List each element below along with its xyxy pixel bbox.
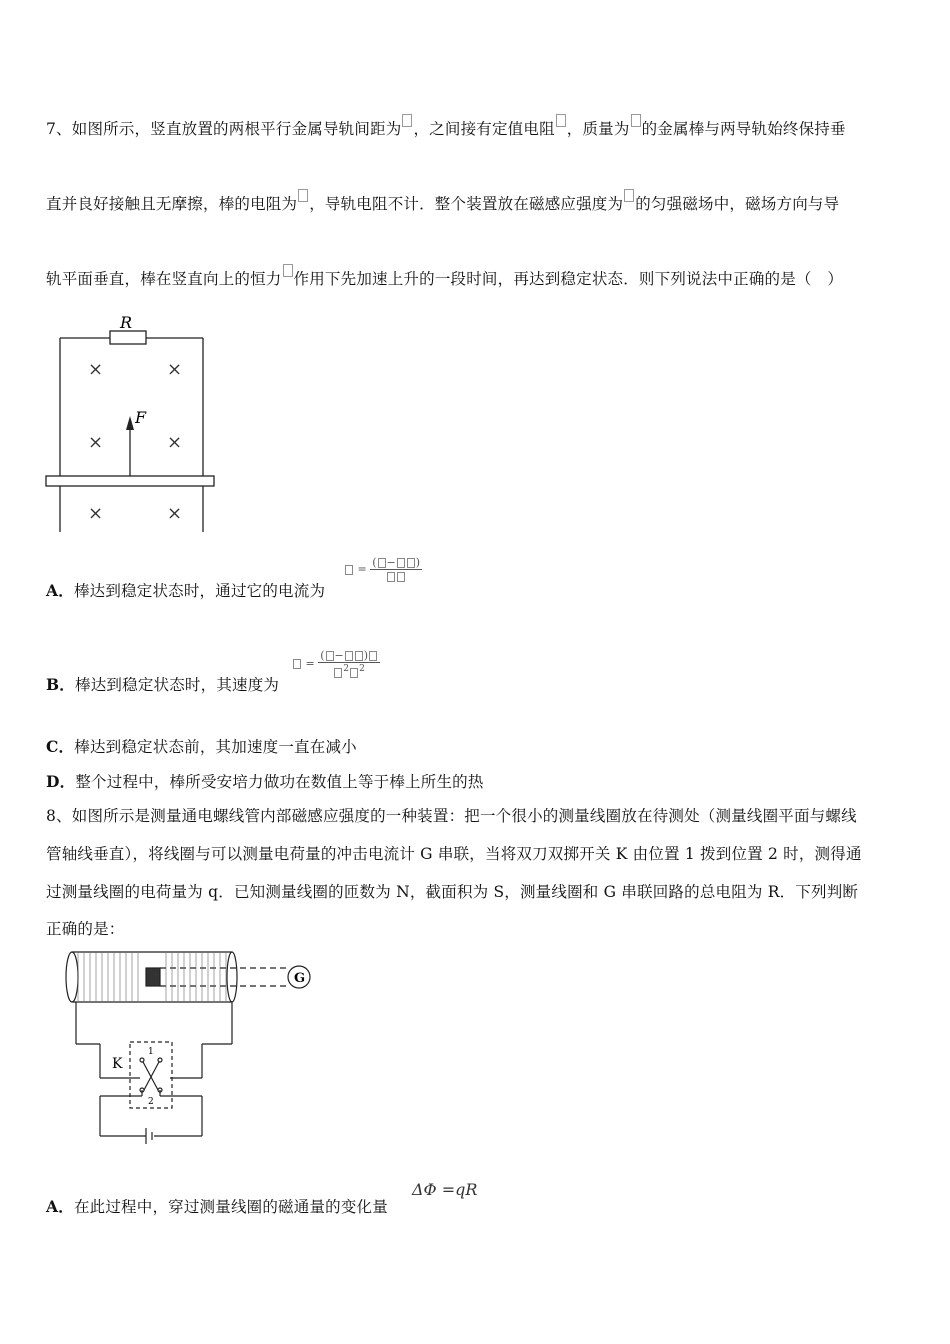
option-letter: A．: [46, 581, 74, 600]
label-2: 2: [148, 1097, 154, 1107]
placeholder-r-icon: [298, 189, 308, 202]
option-letter: C．: [46, 737, 75, 756]
field-cross-icon: ×: [88, 503, 104, 524]
q7-text: ，导轨电阻不计．整个装置放在磁感应强度为: [309, 195, 624, 213]
option-text: 棒达到稳定状态时，其速度为: [75, 676, 280, 694]
label-K: K: [112, 1056, 123, 1072]
option-text: 棒达到稳定状态时，通过它的电流为: [73, 582, 326, 600]
q7-line-2: [46, 189, 839, 214]
equals-sign: =: [305, 656, 315, 670]
resistor-icon: [110, 331, 146, 344]
label-R: R: [120, 313, 133, 332]
measuring-coil: [146, 968, 160, 986]
q8-solenoid-figure: [62, 948, 322, 1146]
option-letter: D．: [46, 772, 76, 791]
q7-text: ，质量为: [566, 120, 630, 138]
option-text: 整个过程中，棒所受安培力做功在数值上等于棒上所生的热: [75, 773, 484, 791]
q8-line-3: 过测量线圈的电荷量为 q．已知测量线圈的匝数为 N，截面积为 S，测量线圈和 G 串联回路的总电阻为 R．下列判断: [46, 883, 859, 901]
q8-line-1: 8、如图所示是测量通电螺线管内部磁感应强度的一种装置：把一个很小的测量线圈放在待测处（测量线圈平面与螺线: [46, 807, 857, 825]
placeholder-R-icon: [556, 114, 566, 127]
option-text: 棒达到稳定状态前，其加速度一直在减小: [74, 738, 357, 756]
q7-formula-b: [292, 649, 380, 679]
q7-text: 的金属棒与两导轨始终保持垂: [641, 120, 846, 138]
q7-line-1: [46, 114, 846, 139]
q7-rail-figure: [40, 308, 220, 534]
fraction: $\frac{( - )}{^2 ^2}$: [318, 649, 380, 679]
label-1: 1: [148, 1047, 154, 1057]
symbol-box-icon: [293, 659, 301, 669]
placeholder-L-icon: [402, 114, 412, 127]
field-cross-icon: ×: [167, 432, 183, 453]
placeholder-B-icon: [624, 189, 634, 202]
q7-formula-a: [344, 556, 422, 583]
q7-option-b: [46, 673, 279, 695]
equals-sign: =: [357, 562, 367, 576]
q7-text: 作用下先加速上升的一段时间，再达到稳定状态．则下列说法中正确的是（ ）: [293, 270, 844, 288]
symbol-box-icon: [345, 565, 353, 575]
solenoid-end: [66, 952, 78, 1002]
q8-option-a: [46, 1195, 388, 1217]
q8-formula-a: ΔΦ =qR: [412, 1180, 478, 1199]
placeholder-F-icon: [283, 264, 293, 277]
fraction: ( − ): [370, 556, 422, 583]
q7-option-d: [46, 770, 484, 792]
label-F: F: [135, 408, 147, 427]
label-G: G: [294, 971, 306, 986]
q7-line-3: [46, 264, 843, 289]
option-letter: A．: [46, 1197, 74, 1216]
q7-text: 的匀强磁场中，磁场方向与导: [635, 195, 840, 213]
q8-line-2: 管轴线垂直），将线圈与可以测量电荷量的冲击电流计 G 串联，当将双刀双掷开关 K 由位置 1 拨到位置 2 时，测得通: [46, 845, 862, 863]
arrow-head-icon: [126, 416, 134, 430]
q7-option-c: [46, 735, 357, 757]
metal-rod: [46, 476, 214, 486]
field-cross-icon: ×: [167, 503, 183, 524]
option-text: 在此过程中，穿过测量线圈的磁通量的变化量: [73, 1198, 388, 1216]
q7-text: 直并良好接触且无摩擦，棒的电阻为: [46, 195, 298, 213]
field-cross-icon: ×: [88, 432, 104, 453]
field-cross-icon: ×: [88, 359, 104, 380]
option-letter: B．: [46, 675, 76, 694]
q7-text: 轨平面垂直，棒在竖直向上的恒力: [46, 270, 282, 288]
q7-text: 7、如图所示，竖直放置的两根平行金属导轨间距为: [46, 120, 402, 138]
placeholder-m-icon: [631, 114, 641, 127]
q8-line-4: 正确的是：: [46, 920, 125, 938]
q7-text: ，之间接有定值电阻: [413, 120, 555, 138]
field-cross-icon: ×: [167, 359, 183, 380]
q7-option-a: [46, 579, 325, 601]
